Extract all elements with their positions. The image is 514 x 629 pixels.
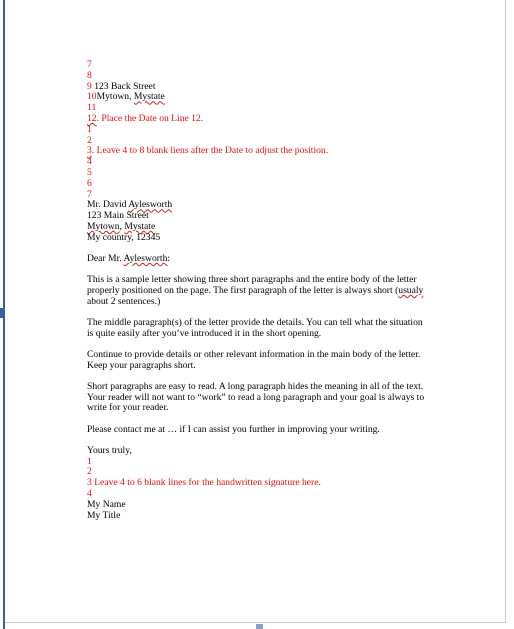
- paragraph-2: [87, 318, 432, 340]
- recipient-name-text: Mr. David: [87, 199, 129, 211]
- paragraph-line: Short paragraphs are easy to read. A long paragraph hides the meaning in all of the text.: [87, 380, 424, 392]
- paragraph-line: The middle paragraph(s) of the letter provide the details. You can tell what the situation: [87, 316, 423, 328]
- sender-state: Mystate: [133, 91, 165, 103]
- misspelled-word: usualy: [398, 284, 424, 296]
- line-number: 10: [87, 91, 97, 103]
- letter-body[interactable]: [87, 60, 432, 521]
- signer-title: My Title: [87, 509, 121, 521]
- line-number: 7: [87, 59, 92, 70]
- line-number: 1: [87, 123, 92, 135]
- line-number: 6: [87, 177, 92, 189]
- line-number: 12: [87, 112, 97, 124]
- signer-name: My Name: [87, 498, 126, 510]
- line-number: 2: [87, 466, 92, 478]
- paragraph-line: This is a sample letter showing three short paragraphs and the entire body of the letter: [87, 274, 417, 286]
- line-number: 2: [87, 134, 92, 146]
- salutation-colon: :: [167, 252, 171, 264]
- recipient-state: Mystate: [124, 220, 156, 232]
- paragraph-line: write for your reader.: [87, 402, 169, 414]
- paragraph-1: [87, 275, 432, 307]
- line-number: 3: [87, 145, 92, 157]
- paragraph-text: properly positioned on the page. The first paragraph of the letter is always short (: [87, 284, 399, 296]
- line-number: 9: [87, 80, 92, 92]
- date-spacing-text: . Leave 4 to 8 blank liens after the Date to adjust the position.: [91, 145, 329, 157]
- sender-city: Mytown,: [96, 91, 134, 103]
- signature-instruction: 3 Leave 4 to 6 blank lines for the handwritten signature here.: [87, 477, 321, 489]
- recipient-surname: Aylesworth: [128, 199, 173, 211]
- line-number: 5: [87, 166, 92, 178]
- line-number: 1: [87, 455, 92, 467]
- paragraph-5: Please contact me at … if I can assist you further in improving your writing.: [87, 423, 380, 435]
- sender-street: 123 Back Street: [94, 80, 156, 92]
- ruler-marker: [0, 308, 3, 318]
- date-instruction: [87, 114, 432, 125]
- paragraph-3: [87, 350, 432, 372]
- salutation-text: Dear Mr.: [87, 252, 124, 264]
- date-instruction-text: . Place the Date on Line 12.: [96, 112, 204, 124]
- paragraph-line: is quite easily after you’ve introduced it in the short opening.: [87, 327, 322, 339]
- line-number: 4: [87, 156, 92, 168]
- line-number: 4: [87, 488, 92, 500]
- salutation: [87, 254, 432, 265]
- line-number: 8: [87, 69, 92, 81]
- paragraph-4: [87, 382, 432, 414]
- scroll-marker: [256, 624, 263, 629]
- recipient-country: My country, 12345: [87, 231, 161, 243]
- recipient-street: 123 Main Street: [87, 210, 149, 222]
- date-spacing-instruction: [87, 146, 432, 157]
- paragraph-line: Continue to provide details or other relevant information in the main body of the letter.: [87, 348, 421, 360]
- line-number: 11: [87, 102, 97, 114]
- salutation-surname: Aylesworth: [123, 252, 168, 264]
- paragraph-line: about 2 sentences.): [87, 295, 161, 307]
- paragraph-line: Keep your paragraphs short.: [87, 359, 196, 371]
- closing: Yours truly,: [87, 444, 132, 456]
- recipient-comma: ,: [119, 220, 125, 232]
- line-number: 7: [87, 188, 92, 200]
- recipient-town: Mytown: [87, 220, 120, 232]
- paragraph-line: Your reader will not want to “work” to read a long paragraph and your goal is always to: [87, 391, 425, 403]
- sender-city-line: [87, 92, 432, 103]
